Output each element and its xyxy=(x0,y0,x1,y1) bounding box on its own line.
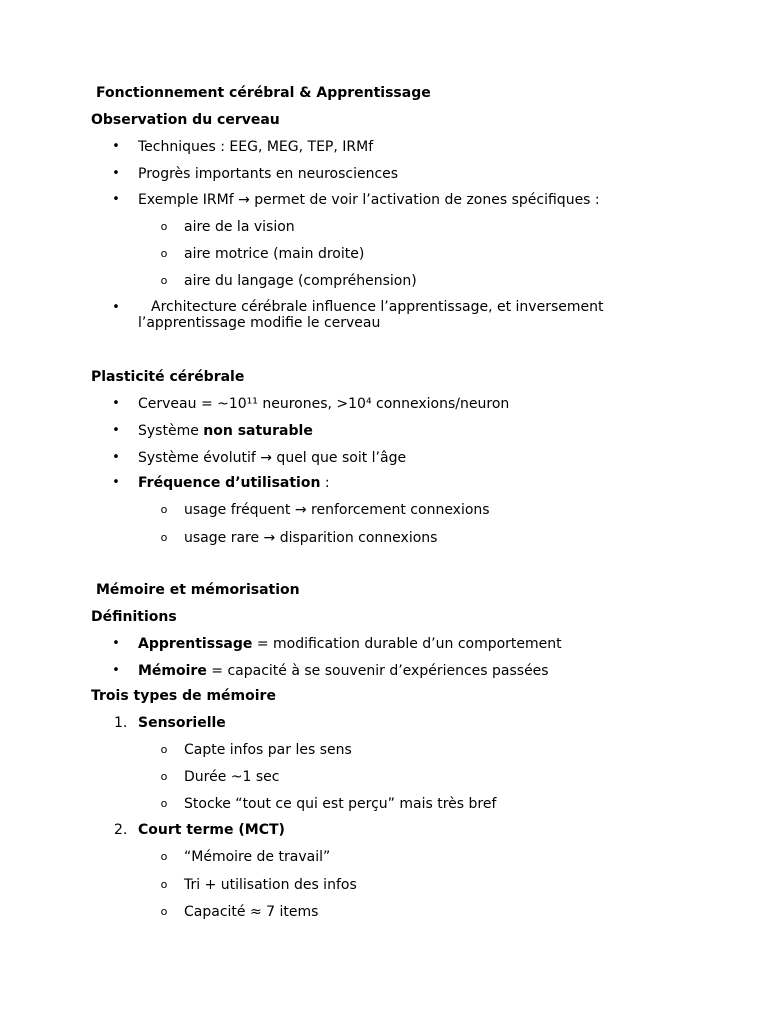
bullet-circle: o xyxy=(160,220,168,233)
bullet-disc: • xyxy=(112,192,120,207)
list-item xyxy=(138,662,549,680)
sub-list-item: Capte infos par les sens xyxy=(184,742,352,758)
subheading-definitions: Définitions xyxy=(91,609,177,625)
bullet-circle: o xyxy=(160,274,168,287)
subheading-observation: Observation du cerveau xyxy=(91,112,280,128)
sub-list-item: Capacité ≈ 7 items xyxy=(184,904,319,920)
bullet-circle: o xyxy=(160,531,168,544)
sub-list-item: usage fréquent → renforcement connexions xyxy=(184,502,490,518)
list-item xyxy=(138,474,330,492)
sub-list-item: Stocke “tout ce qui est perçu” mais très bref xyxy=(184,796,497,812)
list-item-text: = capacité à se souvenir d’expériences passées xyxy=(206,663,549,679)
bullet-disc: • xyxy=(112,139,120,154)
sub-list-item: aire de la vision xyxy=(184,219,295,235)
bullet-disc: • xyxy=(112,166,120,181)
section-title-memoire: Mémoire et mémorisation xyxy=(96,582,300,598)
section-title-plasticite: Plasticité cérébrale xyxy=(91,369,245,385)
bullet-circle: o xyxy=(160,247,168,260)
list-item-bold: Apprentissage xyxy=(138,636,253,652)
bullet-disc: • xyxy=(112,475,120,490)
list-item-bold: Fréquence d’utilisation xyxy=(138,475,321,491)
bullet-circle: o xyxy=(160,905,168,918)
bullet-circle: o xyxy=(160,850,168,863)
bullet-circle: o xyxy=(160,797,168,810)
list-item-text: Système xyxy=(138,423,204,439)
list-item: Exemple IRMf → permet de voir l’activation de zones spécifiques : xyxy=(138,192,600,208)
sub-list-item: Tri + utilisation des infos xyxy=(184,877,357,893)
list-number: 1. xyxy=(114,715,128,731)
sub-list-item: Durée ~1 sec xyxy=(184,769,280,785)
list-item-text: : xyxy=(320,475,330,491)
sub-list-item: “Mémoire de travail” xyxy=(184,849,331,865)
bullet-disc: • xyxy=(112,300,120,315)
bullet-disc: • xyxy=(112,636,120,651)
sub-list-item: usage rare → disparition connexions xyxy=(184,530,438,546)
bullet-circle: o xyxy=(160,770,168,783)
list-item: Progrès importants en neurosciences xyxy=(138,166,399,182)
conclusion-text: Architecture cérébrale influence l’apprentissage, et inversement l’apprentissage modifie le cerveau xyxy=(138,299,604,331)
memory-type-label: Court terme (MCT) xyxy=(138,822,285,838)
list-item-bold: Mémoire xyxy=(138,663,207,679)
section-title-fonctionnement: Fonctionnement cérébral & Apprentissage xyxy=(96,85,431,101)
subheading-types: Trois types de mémoire xyxy=(91,688,276,704)
memory-type-label: Sensorielle xyxy=(138,715,226,731)
bullet-disc: • xyxy=(112,450,120,465)
bullet-disc: • xyxy=(112,396,120,411)
bullet-circle: o xyxy=(160,878,168,891)
list-item xyxy=(138,422,313,440)
list-item: Cerveau = ~10¹¹ neurones, >10⁴ connexions/neuron xyxy=(138,396,510,412)
list-item-text: = modification durable d’un comportement xyxy=(252,636,562,652)
bullet-disc: • xyxy=(112,423,120,438)
list-number: 2. xyxy=(114,822,128,838)
bullet-circle: o xyxy=(160,743,168,756)
sub-list-item: aire du langage (compréhension) xyxy=(184,273,417,289)
list-item: Système évolutif → quel que soit l’âge xyxy=(138,450,407,466)
bullet-disc: • xyxy=(112,663,120,678)
sub-list-item: aire motrice (main droite) xyxy=(184,246,365,262)
list-item: Techniques : EEG, MEG, TEP, IRMf xyxy=(138,139,374,155)
list-item-bold: non saturable xyxy=(203,423,313,439)
list-item xyxy=(138,635,562,653)
bullet-circle: o xyxy=(160,503,168,516)
